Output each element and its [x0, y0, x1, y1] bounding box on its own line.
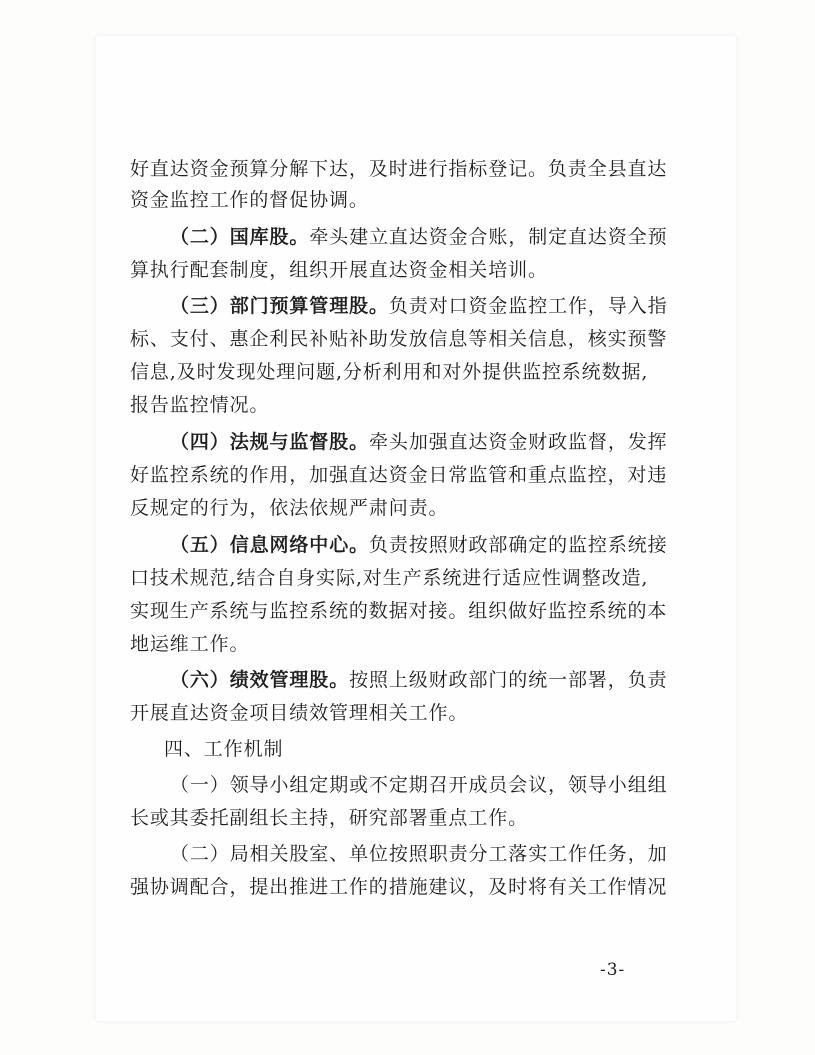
- body-line: 信息,及时发现处理问题,分析利用和对外提供监控系统数据,: [130, 361, 649, 383]
- body-line: 好监控系统的作用，加强直达资金日常监管和重点监控，对违: [130, 464, 668, 486]
- section-line: [170, 533, 668, 557]
- body-line: 地运维工作。: [130, 633, 250, 655]
- section-heading: 四、工作机制: [164, 738, 284, 760]
- page-number: -3-: [600, 960, 626, 980]
- body-line: 标、支付、惠企利民补贴补助发放信息等相关信息，核实预警: [130, 328, 668, 350]
- body-line: 报告监控情况。: [130, 394, 270, 416]
- body-line: 开展直达资金项目绩效管理相关工作。: [130, 702, 469, 724]
- body-line: （一）领导小组定期或不定期召开成员会议，领导小组组: [170, 774, 668, 796]
- body-line: 口技术规范,结合自身实际,对生产系统进行适应性调整改造,: [130, 567, 649, 589]
- body-line: 算执行配套制度，组织开展直达资金相关培训。: [130, 259, 548, 281]
- section-label: （二）国库股。: [170, 226, 310, 248]
- body-line: 实现生产系统与监控系统的数据对接。组织做好监控系统的本: [130, 600, 668, 622]
- body-line: 资金监控工作的督促协调。: [130, 189, 369, 211]
- section-line: [170, 668, 668, 692]
- body-line: 好直达资金预算分解下达，及时进行指标登记。负责全县直达: [130, 158, 668, 180]
- body-line: 反规定的行为，依法依规严肃问责。: [130, 497, 449, 519]
- section-line: [170, 225, 668, 249]
- section-label: （四）法规与监督股。: [170, 431, 370, 453]
- section-label: （六）绩效管理股。: [170, 669, 350, 691]
- section-text: 牵头加强直达资金财政监督，发挥: [369, 431, 668, 453]
- section-text: 负责按照财政部确定的监控系统接: [369, 534, 668, 556]
- section-text: 负责对口资金监控工作，导入指: [388, 295, 668, 317]
- body-line: （二）局相关股室、单位按照职责分工落实工作任务，加: [170, 843, 668, 865]
- body-line: 长或其委托副组长主持，研究部署重点工作。: [130, 807, 529, 829]
- section-line: [170, 294, 668, 318]
- body-line: 强协调配合，提出推进工作的措施建议，及时将有关工作情况: [130, 876, 668, 898]
- section-line: [170, 430, 668, 454]
- section-label: （五）信息网络中心。: [170, 534, 370, 556]
- section-text: 牵头建立直达资金合账，制定直达资全预: [309, 226, 668, 248]
- section-text: 按照上级财政部门的统一部署，负责: [349, 669, 668, 691]
- section-label: （三）部门预算管理股。: [170, 295, 389, 317]
- document-page: [96, 36, 736, 1021]
